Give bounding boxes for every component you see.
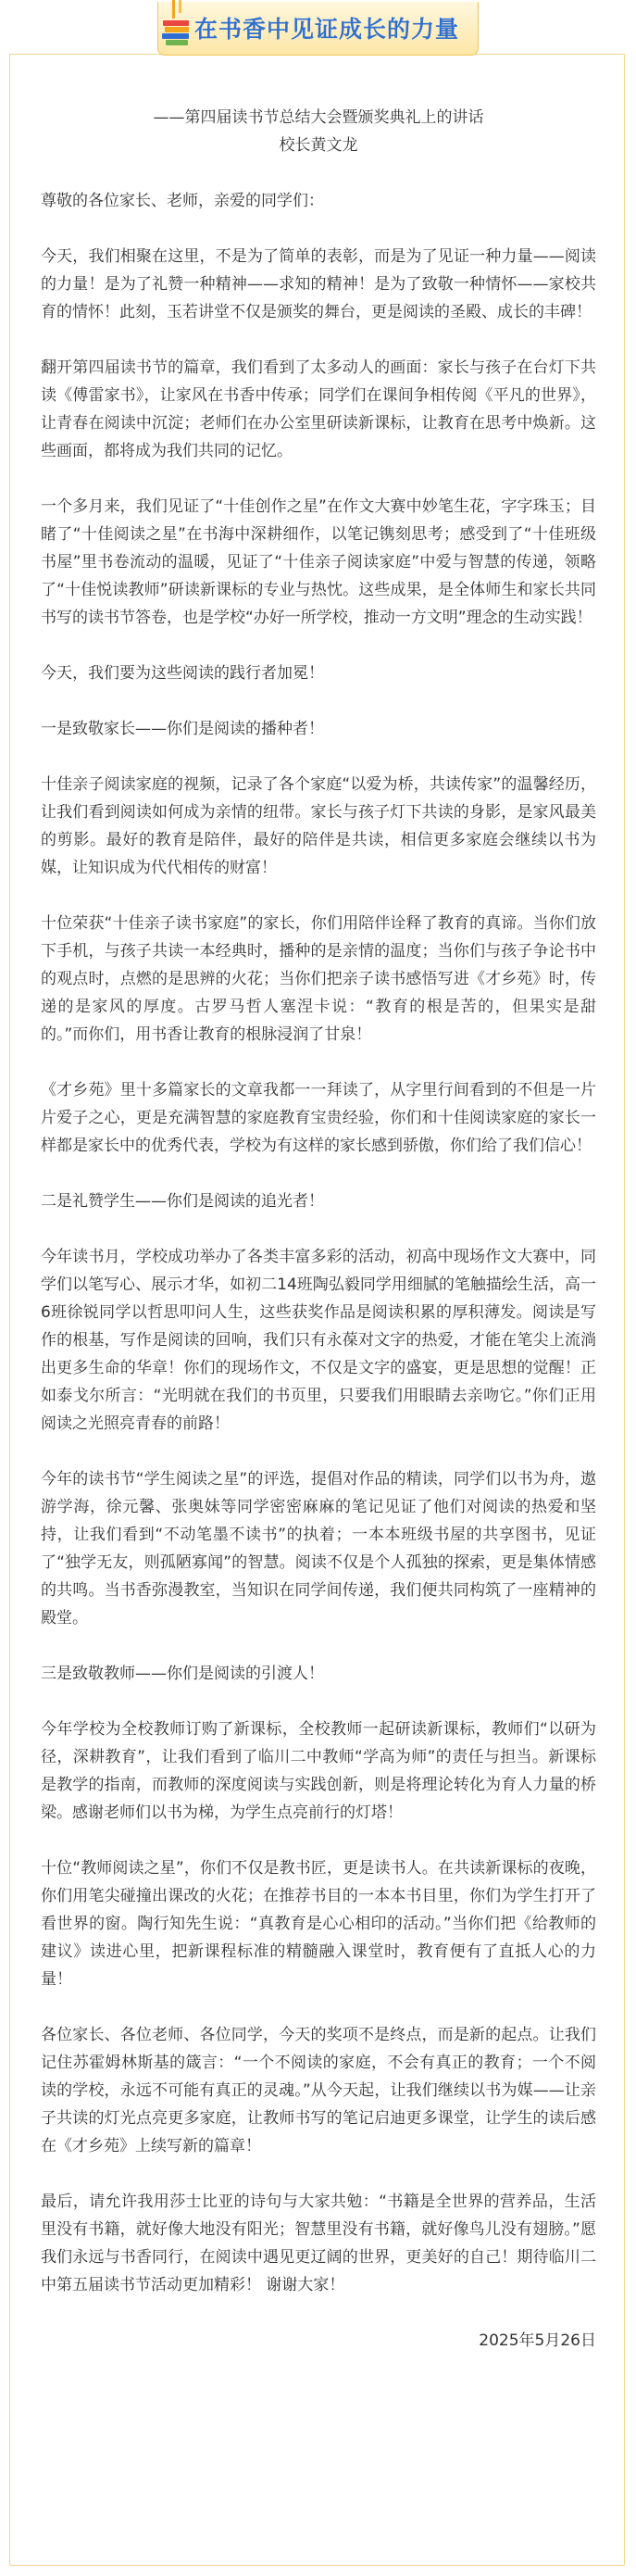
paragraph: 一个多月来，我们见证了“十佳创作之星”在作文大赛中妙笔生花，字字珠玉；目睹了“十佳阅读之星”在书海中深耕细作，以笔记镌刻思考；感受到了“十佳班级书屋”里书卷流动的温暖，见证了“十佳亲子阅读家庭”中爱与智慧的传递，领略了“十佳悦读教师”研读新课标的专业与热忱。这些成果，是全体师生和家长共同书写的读书节答卷，也是学校“办好一所学校，推动一方文明”理念的生动实践！: [41, 497, 596, 627]
paragraph: 十佳亲子阅读家庭的视频，记录了各个家庭“以爱为桥，共读传家”的温馨经历，让我们看到阅读如何成为亲情的纽带。家长与孩子灯下共读的身影，是家风最美的剪影。最好的教育是陪伴，最好的陪伴是共读，相信更多家庭会继续以书为媒，让知识成为代代相传的财富！: [41, 775, 596, 877]
book-icon: [159, 0, 193, 56]
paragraph: 今年学校为全校教师订购了新课标，全校教师一起研读新课标，教师们“以研为径，深耕教育”，让我们看到了临川二中教师“学高为师”的责任与担当。新课标是教学的指南，而教师的深度阅读与实践创新，则是将理论转化为育人力量的桥梁。感谢老师们以书为梯，为学生点亮前行的灯塔！: [41, 1720, 596, 1822]
paragraph: 十位荣获“十佳亲子读书家庭”的家长，你们用陪伴诠释了教育的真谛。当你们放下手机，与孩子共读一本经典时，播种的是亲情的温度；当你们与孩子争论书中的观点时，点燃的是思辨的火花；当你们把亲子读书感悟写进《才乡苑》时，传递的是家风的厚度。古罗马哲人塞涅卡说：“教育的根是苦的，但果实是甜的。”而你们，用书香让教育的根脉浸润了甘泉！: [41, 914, 596, 1044]
section-heading: 二是礼赞学生——你们是阅读的追光者！: [41, 1192, 324, 1211]
paragraph: 翻开第四届读书节的篇章，我们看到了太多动人的画面：家长与孩子在台灯下共读《傅雷家书》，让家风在书香中传承；同学们在课间争相传阅《平凡的世界》，让青春在阅读中沉淀；老师们在办公室里研读新课标，让教育在思考中焕新。这些画面，都将成为我们共同的记忆。: [41, 358, 596, 460]
paragraph: 最后，请允许我用莎士比亚的诗句与大家共勉：“书籍是全世界的营养品，生活里没有书籍，就好像大地没有阳光；智慧里没有书籍，就好像鸟儿没有翅膀。”愿我们永远与书香同行，在阅读中遇见更辽阔的世界，更美好的自己！期待临川二中第五届读书节活动更加精彩！ 谢谢大家！: [41, 2193, 596, 2294]
paragraph: 今天，我们相聚在这里，不是为了简单的表彰，而是为了见证一种力量——阅读的力量！是为了礼赞一种精神——求知的精神！是为了致敬一种情怀——家校共育的情怀！此刻，玉若讲堂不仅是颁奖的舞台，更是阅读的圣殿、成长的丰碑！: [41, 247, 596, 321]
section-heading: 三是致敬教师——你们是阅读的引渡人！: [41, 1665, 324, 1683]
paragraph: 各位家长、各位老师、各位同学，今天的奖项不是终点，而是新的起点。让我们记住苏霍姆林斯基的箴言：“一个不阅读的家庭，不会有真正的教育；一个不阅读的学校，永远不可能有真正的灵魂。”从今天起，让我们继续以书为媒——让亲子共读的灯光点亮更多家庭，让教师书写的笔记启迪更多课堂，让学生的读后感在《才乡苑》上续写新的篇章！: [41, 2026, 596, 2155]
article-date: 2025年5月26日: [479, 2331, 596, 2350]
paragraph: 今年读书月，学校成功举办了各类丰富多彩的活动，初高中现场作文大赛中，同学们以笔写心、展示才华，如初二14班陶弘毅同学用细腻的笔触描绘生活，高一6班徐锐同学以哲思叩问人生，这些获奖作品是阅读积累的厚积薄发。阅读是写作的根基，写作是阅读的回响，我们只有永葆对文字的热爱，才能在笔尖上流淌出更多生命的华章！你们的现场作文，不仅是文字的盛宴，更是思想的觉醒！正如泰戈尔所言：“光明就在我们的书页里，只要我们用眼睛去亲吻它。”你们正用阅读之光照亮青春的前路！: [41, 1248, 596, 1433]
paragraph: 今年的读书节“学生阅读之星”的评选，提倡对作品的精读，同学们以书为舟，遨游学海，徐元馨、张奥妹等同学密密麻麻的笔记见证了他们对阅读的热爱和坚持，让我们看到“不动笔墨不读书”的执着；一本本班级书屋的共享图书，见证了“独学无友，则孤陋寡闻”的智慧。阅读不仅是个人孤独的探索，更是集体情感的共鸣。当书香弥漫教室，当知识在同学间传递，我们便共同构筑了一座精神的殿堂。: [41, 1470, 596, 1627]
title-banner: [157, 0, 479, 57]
speaker-name: 校长黄文龙: [279, 136, 358, 155]
article-body: [41, 104, 596, 2382]
paragraph: 今天，我们要为这些阅读的践行者加冕！: [41, 664, 324, 683]
article-heading: ——第四届读书节总结大会暨颁奖典礼上的讲话: [153, 108, 484, 127]
paragraph: 《才乡苑》里十多篇家长的文章我都一一拜读了，从字里行间看到的不但是一片片爱子之心，更是充满智慧的家庭教育宝贵经验，你们和十佳阅读家庭的家长一样都是家长中的优秀代表，学校为有这样的家长感到骄傲，你们给了我们信心！: [41, 1081, 596, 1155]
paragraph: 尊敬的各位家长、老师，亲爱的同学们：: [41, 192, 324, 210]
paragraph: 十位“教师阅读之星”，你们不仅是教书匠，更是读书人。在共读新课标的夜晚，你们用笔尖碰撞出课改的火花；在推荐书目的一本本书目里，你们为学生打开了看世界的窗。陶行知先生说：“真教育是心心相印的活动。”当你们把《给教师的建议》读进心里，把新课程标准的精髓融入课堂时，教育便有了直抵人心的力量！: [41, 1859, 596, 1989]
page-title: 在书香中见证成长的力量: [194, 16, 460, 43]
section-heading: 一是致敬家长——你们是阅读的播种者！: [41, 720, 324, 738]
